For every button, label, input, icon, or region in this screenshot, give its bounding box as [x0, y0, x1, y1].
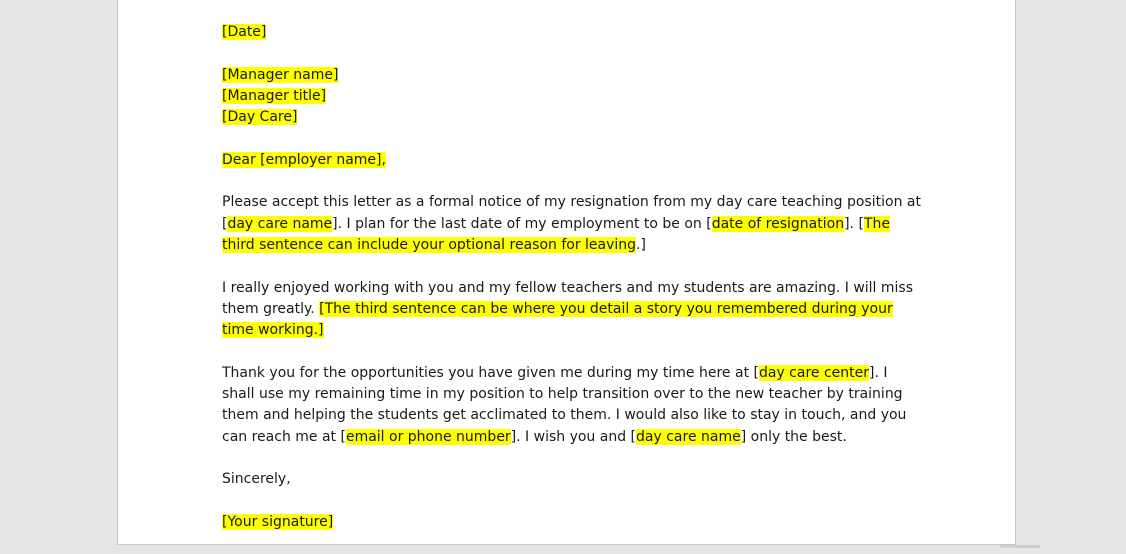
optional-reason-placeholder: The third sentence can include your optional reason for leaving	[222, 216, 890, 253]
day-care-name-placeholder: day care name	[636, 429, 741, 445]
signature-line	[222, 512, 922, 533]
paragraph-thanks	[222, 363, 922, 448]
paragraph-resignation-notice	[222, 192, 922, 256]
signature-placeholder: [Your signature]	[222, 514, 333, 530]
story-placeholder: [The third sentence can be where you detail a story you remembered during your time working.]	[222, 301, 893, 338]
document-page	[117, 0, 1016, 545]
paragraph-text: ]. I wish you and [	[511, 429, 636, 445]
paragraph-text: ]. I shall use my remaining time in my position to help transition over to the new teacher by training them and helping the students get acclimated to them. I would also like to stay in touch, and you can reach me at [	[222, 365, 906, 445]
day-care-name-placeholder: day care name	[227, 216, 332, 232]
date-line	[222, 22, 922, 43]
paragraph-appreciation	[222, 278, 922, 342]
salutation: Dear [employer name],	[222, 152, 386, 168]
salutation-line	[222, 150, 922, 171]
paragraph-text: I really enjoyed working with you and my fellow teachers and my students are amazing. I will miss them greatly.	[222, 280, 913, 317]
paragraph-text: ]. [	[844, 216, 864, 232]
paragraph-text: .]	[636, 237, 646, 253]
contact-placeholder: email or phone number	[346, 429, 511, 445]
paragraph-text: ]. I plan for the last date of my employment to be on [	[332, 216, 712, 232]
recipient-block	[222, 65, 922, 129]
letter-body[interactable]	[222, 22, 922, 554]
paragraph-text: ] only the best.	[741, 429, 847, 445]
date-of-resignation-placeholder: date of resignation	[712, 216, 844, 232]
manager-title-placeholder: [Manager title]	[222, 88, 326, 104]
date-placeholder: [Date]	[222, 24, 266, 40]
day-care-center-placeholder: day care center	[759, 365, 869, 381]
closing: Sincerely,	[222, 471, 291, 487]
paragraph-text: Please accept this letter as a formal notice of my resignation from my day care teaching position at [	[222, 194, 921, 231]
closing-line	[222, 469, 922, 490]
manager-name-placeholder: [Manager name]	[222, 67, 338, 83]
day-care-placeholder: [Day Care]	[222, 109, 297, 125]
paragraph-text: Thank you for the opportunities you have given me during my time here at [	[222, 365, 759, 381]
